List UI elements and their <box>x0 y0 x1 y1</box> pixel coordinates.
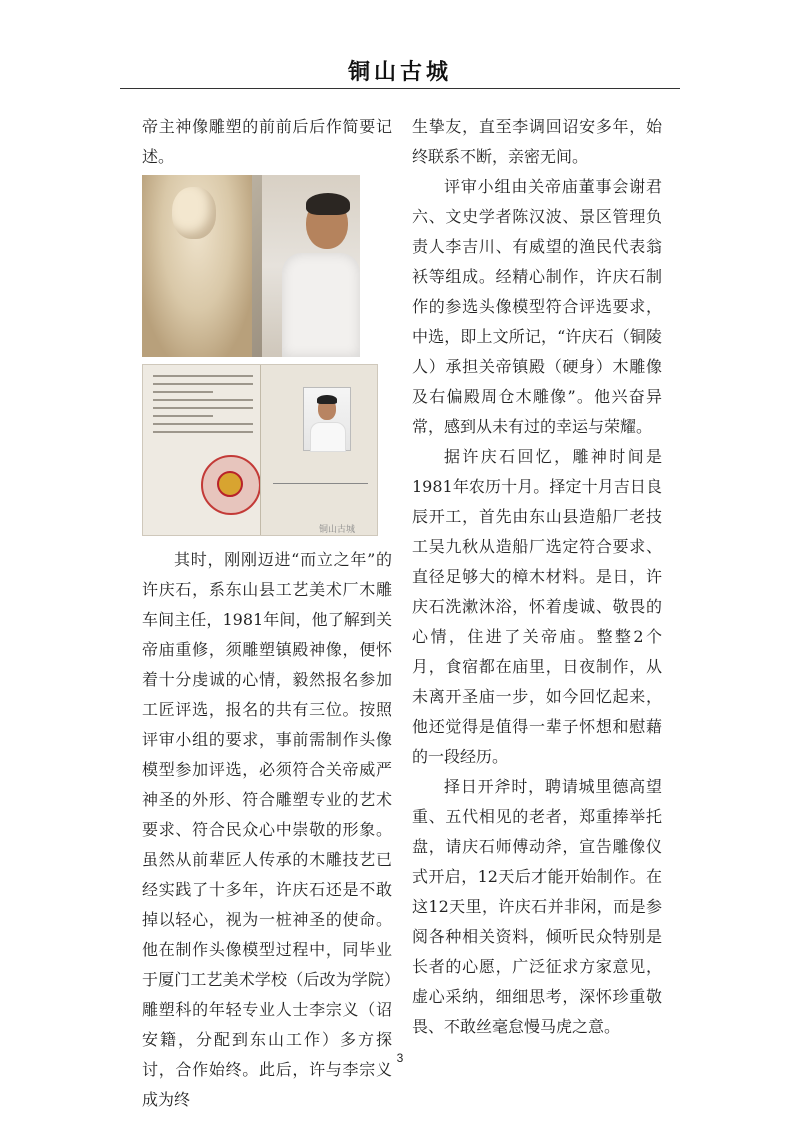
continuation-paragraph: 生挚友，直至李调回诏安多年，始终联系不断，亲密无间。 <box>412 117 662 166</box>
certificate-photo <box>142 364 378 536</box>
craftsman-body <box>282 253 360 357</box>
statue-figure <box>142 175 252 357</box>
page-number: 3 <box>396 1051 404 1065</box>
body-paragraph: 评审小组由关帝庙董事会谢君六、文史学者陈汉波、景区管理负责人李吉川、有威望的渔民代表翁袄等组成。经精心制作，许庆石制作的参选头像模型符合评选要求，中选，即上文所记，“许庆石（铜陵人）承担关帝镇殿（硬身）木雕像及右偏殿周仓木雕像”。他兴奋异常，感到从未有过的幸运与荣耀。 <box>412 177 662 436</box>
header-divider <box>120 88 680 89</box>
statue-head <box>172 187 216 239</box>
body-paragraph: 其时，刚刚迈进“而立之年”的许庆石，系东山县工艺美术厂木雕车间主任，1981年间，他了解到关帝庙重修，须雕塑镇殿神像，便怀着十分虔诚的心情，毅然报名参加工匠评选，报名的共有三位。按照评审小组的要求，事前需制作头像模型参加评选，必须符合关帝威严神圣的外形、符合雕塑专业的艺术要求、符合民众心中崇敬的形象。虽然从前辈匠人传承的木雕技艺已经实践了十多年，许庆石还是不敢掉以轻心，视为一桩神圣的使命。他在制作头像模型过程中，同毕业于厦门工艺美术学校（后改为学院）雕塑科的年轻专业人士李宗义（诏安籍，分配到东山工作）多方探讨，合作始终。此后，许与李宗义成为终 <box>142 550 392 1109</box>
page-header-title: 铜山古城 <box>347 59 452 85</box>
intro-paragraph: 帝主神像雕塑的前前后后作简要记述。 <box>142 117 392 166</box>
certificate-fold <box>260 365 261 535</box>
certificate-left-page <box>143 365 260 535</box>
body-paragraph: 择日开斧时，聘请城里德高望重、五代相见的老者，郑重捧举托盘，请庆石师傅动斧，宣告雕像仪式开启，12天后才能开始制作。在这12天里，许庆石并非闲，而是参阅各种相关资料，倾听民众特别是长者的心愿，广泛征求方家意见，虚心采纳，细细思考，深怀珍重敬畏、不敢丝毫怠慢马虎之意。 <box>412 777 662 1036</box>
craftsman-hair <box>306 193 350 215</box>
certificate-text-lines <box>153 375 253 439</box>
watermark-label: 铜山古城 <box>319 525 356 535</box>
body-paragraph: 据许庆石回忆，雕神时间是1981年农历十月。择定十月吉日良辰开工，首先由东山县造船厂老技工吴九秋从造船厂选定符合要求、直径足够大的樟木材料。是日，许庆石洗漱沐浴，怀着虔诚、敬畏的心情，住进了关帝庙。整整2个月，食宿都在庙里，日夜制作，从未离开圣庙一步，如今回忆起来，他还觉得是值得一辈子怀想和慰藉的一段经历。 <box>412 447 662 766</box>
left-column <box>142 112 392 1115</box>
carving-photo <box>142 175 360 357</box>
national-emblem-icon <box>217 471 243 497</box>
right-column <box>412 112 662 1042</box>
id-photo <box>303 387 351 451</box>
certificate-signature-line <box>273 483 368 484</box>
